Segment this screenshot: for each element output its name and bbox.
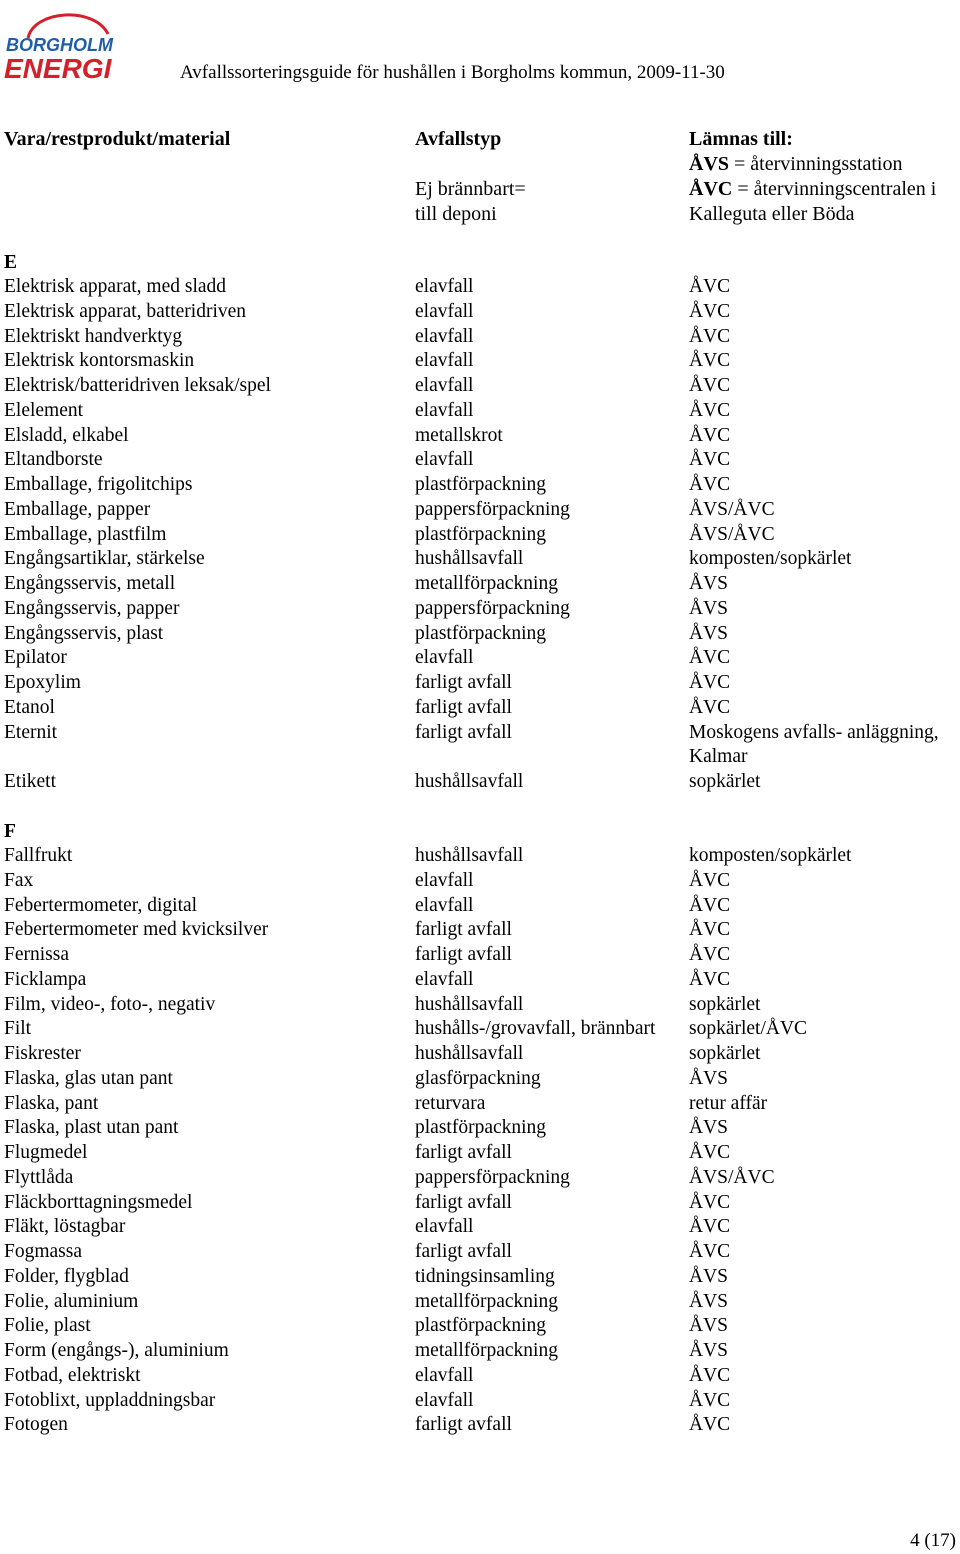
waste-type: elavfall [415,399,474,421]
waste-type: farligt avfall [415,696,512,718]
table-row [0,399,960,424]
destination: retur affär [689,1092,768,1114]
item-name: Folder, flygblad [4,1265,129,1287]
destination: komposten/sopkärlet [689,548,852,570]
waste-type: pappersförpackning [415,597,570,619]
waste-type: plastförpackning [415,474,547,495]
item-name: Fax [4,869,34,891]
item-name: Engångsservis, metall [4,573,176,594]
waste-type: pappersförpackning [415,1166,570,1188]
table-row [0,622,960,647]
table-row [0,696,960,721]
waste-type: farligt avfall [415,1191,512,1213]
table-row [0,844,960,869]
destination: ÅVC [689,276,731,297]
item-name: Febertermometer, digital [4,894,198,916]
destination: ÅVS/ÅVC [689,498,775,520]
waste-type: hushållsavfall [415,1043,524,1064]
destination: sopkärlet/ÅVC [689,1018,808,1040]
table-row [0,1191,960,1216]
destination: ÅVC [689,1364,731,1386]
item-name: Film, video-, foto-, negativ [4,993,216,1015]
waste-type: elavfall [415,325,474,347]
destination: Moskogens avfalls- anläggning, Kalmar [689,721,939,768]
table-row [0,1240,960,1265]
table-row [0,448,960,473]
item-name: Form (engångs-), aluminium [4,1340,229,1361]
waste-type: glasförpackning [415,1067,541,1089]
item-name: Fallfrukt [4,845,73,866]
table-row [0,1389,960,1414]
item-name: Ficklampa [4,968,87,990]
table-row [0,424,960,449]
item-name: Elektrisk apparat, batteridriven [4,300,247,322]
table-row [0,968,960,993]
waste-type: elavfall [415,300,474,322]
waste-type: elavfall [415,894,474,916]
destination: ÅVS [689,573,729,594]
waste-type: elavfall [415,1216,474,1238]
item-name: Emballage, plastfilm [4,523,167,545]
waste-type: hushållsavfall [415,845,524,866]
waste-type: elavfall [415,1364,474,1386]
destination: ÅVC [689,696,731,718]
destination: sopkärlet [689,771,761,792]
legend-avc-location: Kalleguta eller Böda [689,203,855,225]
waste-type: hushållsavfall [415,771,524,792]
table-row [0,869,960,894]
table-row [0,1092,960,1117]
item-name: Flaska, pant [4,1092,99,1114]
destination: komposten/sopkärlet [689,845,852,866]
table-row [0,572,960,597]
waste-type: elavfall [415,968,474,990]
destination: ÅVC [689,1414,731,1436]
column-header-item [4,127,230,152]
legend-avc [689,177,936,202]
table-row [0,547,960,572]
destination: ÅVC [689,869,731,891]
item-name: Fogmassa [4,1241,82,1262]
table-row [0,1166,960,1191]
column-header-dest-label: Lämnas till: [689,128,793,150]
item-name: Emballage, frigolitchips [4,474,193,495]
column-header-dest [689,127,936,227]
table-row [0,671,960,696]
destination: ÅVC [689,1241,731,1262]
destination: sopkärlet [689,1043,761,1064]
destination: ÅVS/ÅVC [689,523,775,545]
destination: ÅVS [689,1117,729,1139]
document-title: Avfallssorteringsguide för hushållen i Borgholms kommun, 2009-11-30 [180,62,725,83]
waste-type: elavfall [415,869,474,891]
page-number: 4 (17) [910,1530,956,1551]
destination: ÅVC [689,424,731,446]
table-row [0,597,960,622]
waste-type: returvara [415,1092,486,1114]
waste-type: elavfall [415,647,474,669]
table-row [0,1413,960,1438]
destination: ÅVC [689,1191,731,1213]
column-header-type [415,127,526,227]
item-name: Fiskrester [4,1043,81,1064]
waste-type: elavfall [415,449,474,471]
waste-type: elavfall [415,1389,474,1411]
table-row [0,1141,960,1166]
waste-type: farligt avfall [415,672,512,693]
destination: ÅVS [689,597,729,619]
item-name: Febertermometer med kvicksilver [4,919,269,941]
item-name: Epilator [4,647,67,669]
item-name: Flyttlåda [4,1166,74,1188]
destination: ÅVC [689,647,731,669]
table-row [0,646,960,671]
section-e [0,250,960,795]
item-name: Engångsservis, plast [4,622,164,644]
destination: ÅVS [689,1315,729,1337]
table-row [0,325,960,350]
table-row [0,275,960,300]
waste-type: plastförpackning [415,1117,547,1139]
item-name: Elektrisk apparat, med sladd [4,276,227,297]
table-row [0,473,960,498]
destination: ÅVC [689,944,731,965]
legend-avc-code: ÅVC [689,178,733,200]
destination: ÅVC [689,968,731,990]
waste-type: farligt avfall [415,944,512,965]
item-name: Engångsartiklar, stärkelse [4,548,205,570]
destination: ÅVC [689,399,731,421]
destination: ÅVS [689,1265,729,1287]
table-row [0,1042,960,1067]
item-name: Elelement [4,399,84,421]
table-row [0,374,960,399]
table-row [0,1265,960,1290]
waste-type: tidningsinsamling [415,1265,555,1287]
table-row [0,1067,960,1092]
waste-type: plastförpackning [415,1315,547,1337]
table-row [0,498,960,523]
logo-text-borgholm: BORGHOLM [6,35,113,55]
table-row [0,1339,960,1364]
destination: ÅVS [689,1340,729,1361]
table-row [0,1364,960,1389]
item-name: Folie, aluminium [4,1290,139,1312]
waste-type: farligt avfall [415,1241,512,1262]
item-name: Fotbad, elektriskt [4,1364,141,1386]
destination: ÅVC [689,375,731,396]
item-name: Elektrisk/batteridriven leksak/spel [4,375,271,396]
table-row [0,721,960,771]
item-name: Flaska, glas utan pant [4,1067,173,1089]
item-name: Folie, plast [4,1315,91,1337]
waste-type: hushållsavfall [415,548,524,570]
logo-text-energi: ENERGI [4,53,112,82]
item-name: Etikett [4,771,56,792]
table-row [0,1116,960,1141]
destination: ÅVC [689,350,731,372]
waste-type: metallförpackning [415,573,558,594]
waste-type: farligt avfall [415,919,512,941]
section-f [0,819,960,1438]
destination: ÅVC [689,474,731,495]
table-row [0,349,960,374]
legend-avs-code: ÅVS [689,153,730,175]
item-name: Emballage, papper [4,498,151,520]
section-letter: F [4,821,16,842]
item-name: Eternit [4,721,58,743]
destination: ÅVC [689,449,731,471]
waste-type: plastförpackning [415,622,547,644]
destination: ÅVC [689,325,731,347]
waste-type: elavfall [415,350,474,372]
item-name: Fernissa [4,944,69,965]
table-row [0,523,960,548]
item-name: Fotogen [4,1414,68,1436]
borgholm-energi-logo [4,6,132,82]
waste-type: farligt avfall [415,1414,512,1436]
column-header-item-label: Vara/restprodukt/material [4,128,231,150]
table-row [0,1017,960,1042]
item-name: Elsladd, elkabel [4,424,129,446]
legend-avs [689,152,936,177]
destination: ÅVC [689,1216,731,1238]
destination: sopkärlet [689,993,761,1015]
item-name: Elektrisk kontorsmaskin [4,350,195,372]
waste-type: metallskrot [415,424,503,446]
table-row [0,918,960,943]
waste-type: farligt avfall [415,721,512,743]
destination: ÅVC [689,672,731,693]
waste-type: hushållsavfall [415,993,524,1015]
item-name: Epoxylim [4,672,81,693]
waste-type: elavfall [415,375,474,396]
item-name: Fläckborttagningsmedel [4,1191,193,1213]
table-row [0,1314,960,1339]
table-row [0,770,960,795]
section-letter: E [4,252,18,273]
destination: ÅVS [689,622,729,644]
item-name: Fläkt, löstagbar [4,1216,126,1238]
legend-avc-text: = återvinningscentralen i [732,178,937,200]
table-row [0,1290,960,1315]
type-note-line1: Ej brännbart= [415,178,526,200]
waste-type: hushålls-/grovavfall, brännbart [415,1018,656,1040]
waste-type: elavfall [415,276,474,297]
column-header-type-label: Avfallstyp [415,128,502,150]
waste-type: farligt avfall [415,1142,512,1163]
item-name: Filt [4,1018,32,1040]
destination: ÅVS/ÅVC [689,1166,775,1188]
item-name: Flugmedel [4,1142,88,1163]
destination: ÅVS [689,1067,729,1089]
waste-type: metallförpackning [415,1340,558,1361]
waste-type: plastförpackning [415,523,547,545]
table-row [0,300,960,325]
item-name: Etanol [4,696,55,718]
item-name: Fotoblixt, uppladdningsbar [4,1389,216,1411]
table-row [0,993,960,1018]
waste-type: metallförpackning [415,1290,558,1312]
destination: ÅVC [689,1142,731,1163]
item-name: Eltandborste [4,449,103,471]
table-row [0,1215,960,1240]
destination: ÅVS [689,1290,729,1312]
item-name: Elektriskt handverktyg [4,325,183,347]
destination: ÅVC [689,1389,731,1411]
table-row [0,894,960,919]
legend-avs-text: = återvinningsstation [729,153,903,175]
item-name: Engångsservis, papper [4,597,180,619]
destination: ÅVC [689,919,731,941]
item-name: Flaska, plast utan pant [4,1117,179,1139]
destination: ÅVC [689,300,731,322]
type-note-line2: till deponi [415,203,497,225]
waste-type: pappersförpackning [415,498,570,520]
destination: ÅVC [689,894,731,916]
table-row [0,943,960,968]
